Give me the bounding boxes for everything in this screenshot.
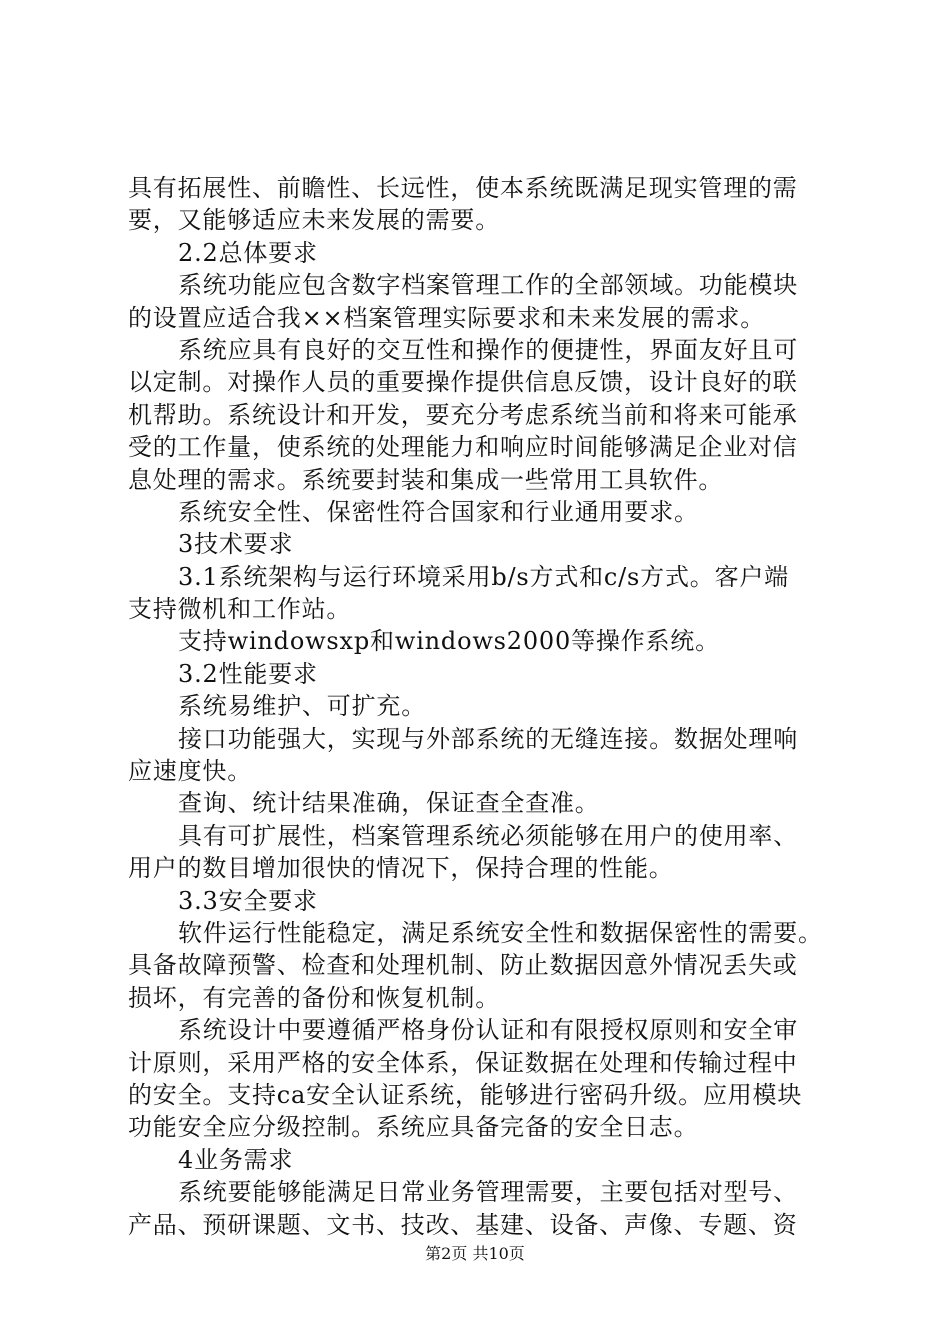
- text-line: 以定制。对操作人员的重要操作提供信息反馈，设计良好的联: [128, 368, 798, 397]
- text-line: 软件运行性能稳定，满足系统安全性和数据保密性的需要。: [178, 918, 823, 947]
- text-line: 系统安全性、保密性符合国家和行业通用要求。: [178, 497, 699, 526]
- section-heading: 2.2总体要求: [178, 238, 318, 267]
- section-heading: 4业务需求: [178, 1145, 294, 1174]
- text-line: 具有拓展性、前瞻性、长远性，使本系统既满足现实管理的需: [128, 174, 798, 202]
- section-heading: 3.2性能要求: [178, 659, 318, 688]
- text-line: 接口功能强大，实现与外部系统的无缝连接。数据处理响: [178, 724, 798, 753]
- section-heading: 3.3安全要求: [178, 886, 318, 915]
- text-line: 产品、预研课题、文书、技改、基建、设备、声像、专题、资: [128, 1210, 798, 1239]
- text-line: 应速度快。: [128, 757, 252, 786]
- text-line: 系统应具有良好的交互性和操作的便捷性，界面友好且可: [178, 335, 798, 364]
- text-line: 功能安全应分级控制。系统应具备完备的安全日志。: [128, 1113, 699, 1142]
- text-line: 受的工作量，使系统的处理能力和响应时间能够满足企业对信: [128, 433, 798, 462]
- body-text: [128, 172, 832, 1241]
- text-line: 支持微机和工作站。: [128, 595, 352, 624]
- section-heading: 3技术要求: [178, 530, 294, 559]
- text-line: 的设置应适合我××档案管理实际要求和未来发展的需求。: [128, 303, 766, 332]
- text-line: 具有可扩展性，档案管理系统必须能够在用户的使用率、: [178, 821, 798, 850]
- text-line: 查询、统计结果准确，保证查全查准。: [178, 789, 600, 818]
- text-line: 用户的数目增加很快的情况下，保持合理的性能。: [128, 854, 674, 883]
- text-line: 支持windowsxp和windows2000等操作系统。: [178, 627, 720, 656]
- text-line: 系统要能够能满足日常业务管理需要，主要包括对型号、: [178, 1178, 798, 1207]
- text-line: 计原则，采用严格的安全体系，保证数据在处理和传输过程中: [128, 1048, 798, 1077]
- text-line: 系统功能应包含数字档案管理工作的全部领域。功能模块: [178, 271, 798, 300]
- text-line: 机帮助。系统设计和开发，要充分考虑系统当前和将来可能承: [128, 400, 798, 429]
- text-line: 损坏，有完善的备份和恢复机制。: [128, 983, 500, 1012]
- text-line: 3.1系统架构与运行环境采用b/s方式和c/s方式。客户端: [178, 562, 789, 591]
- text-line: 息处理的需求。系统要封装和集成一些常用工具软件。: [128, 465, 724, 494]
- text-line: 的安全。支持ca安全认证系统，能够进行密码升级。应用模块: [128, 1080, 803, 1109]
- text-line: 要，又能够适应未来发展的需要。: [128, 206, 500, 235]
- page-footer: 第2页 共10页: [425, 1244, 525, 1263]
- text-line: 系统易维护、可扩充。: [178, 692, 426, 721]
- text-line: 具备故障预警、检查和处理机制、防止数据因意外情况丢失或: [128, 951, 798, 980]
- text-line: 系统设计中要遵循严格身份认证和有限授权原则和安全审: [178, 1016, 798, 1045]
